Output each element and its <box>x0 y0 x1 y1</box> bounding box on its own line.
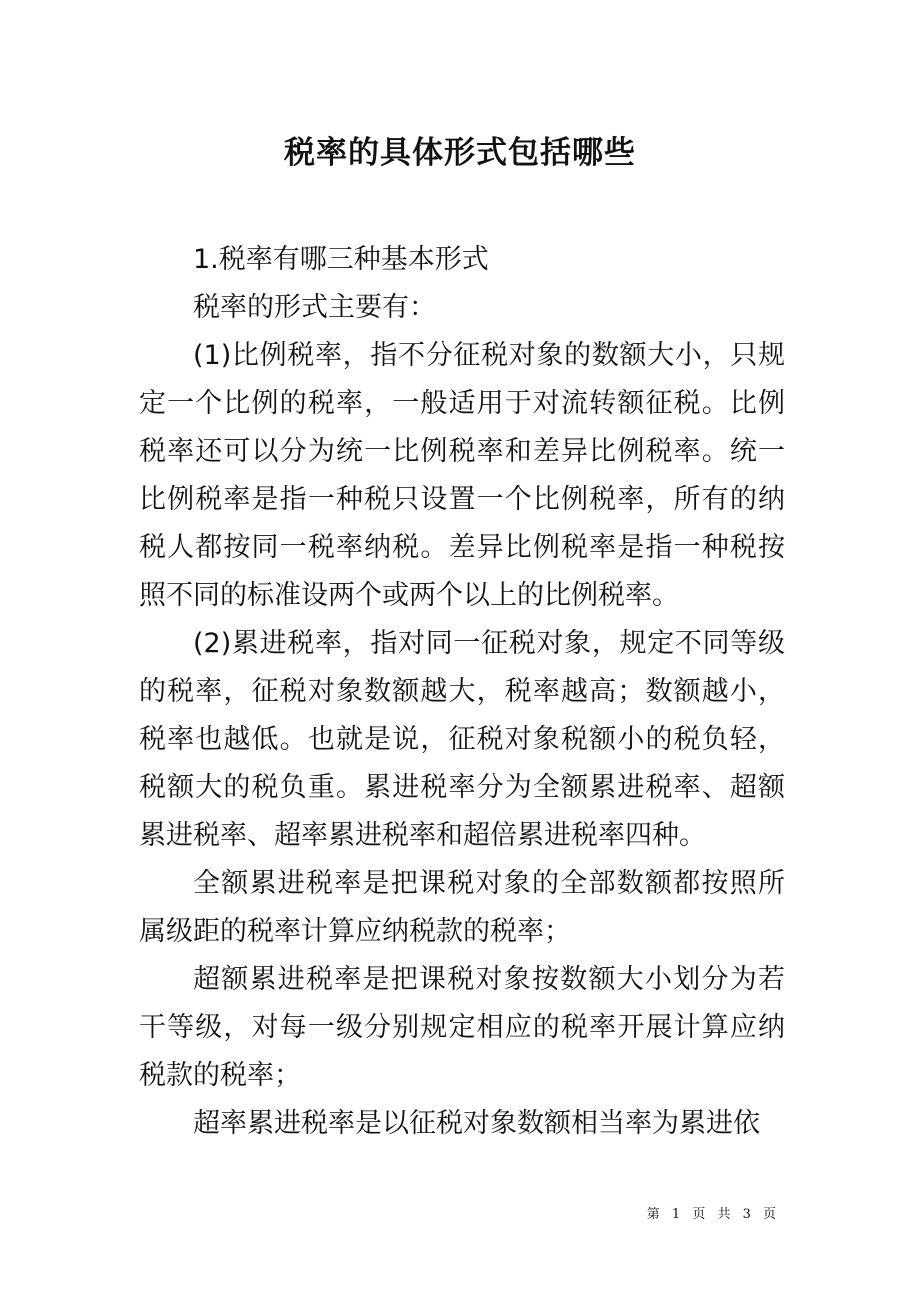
paragraph-progressive-rate: (2)累进税率，指对同一征税对象，规定不同等级的税率，征税对象数额越大，税率越高；数额越小，税率也越低。也就是说，征税对象税额小的税负轻，税额大的税负重。累进税率分为全额累进税率、超额累进税率、超率累进税率和超倍累进税率四种。 <box>139 628 785 851</box>
paragraph-intro: 税率的形式主要有： <box>193 292 436 323</box>
paragraph-full-progressive: 全额累进税率是把课税对象的全部数额都按照所属级距的税率计算应纳税款的税率； <box>139 868 785 947</box>
paragraph-excess-progressive: 超额累进税率是把课税对象按数额大小划分为若干等级，对每一级分别规定相应的税率开展计算应纳税款的税率； <box>139 964 785 1091</box>
paragraph-rate-progressive: 超率累进税率是以征税对象数额相当率为累进依 <box>193 1108 760 1139</box>
paragraph-proportional-rate: (1)比例税率，指不分征税对象的数额大小，只规定一个比例的税率，一般适用于对流转额征税。比例税率还可以分为统一比例税率和差异比例税率。统一比例税率是指一种税只设置一个比例税率，所有的纳税人都按同一税率纳税。差异比例税率是指一种税按照不同的标准设两个或两个以上的比例税率。 <box>139 340 785 611</box>
page-footer: 第 1 页 共 3 页 <box>646 1207 780 1222</box>
document-body <box>139 236 785 1148</box>
document-title: 税率的具体形式包括哪些 <box>284 135 636 171</box>
paragraph-heading-1: 1.税率有哪三种基本形式 <box>193 244 489 275</box>
